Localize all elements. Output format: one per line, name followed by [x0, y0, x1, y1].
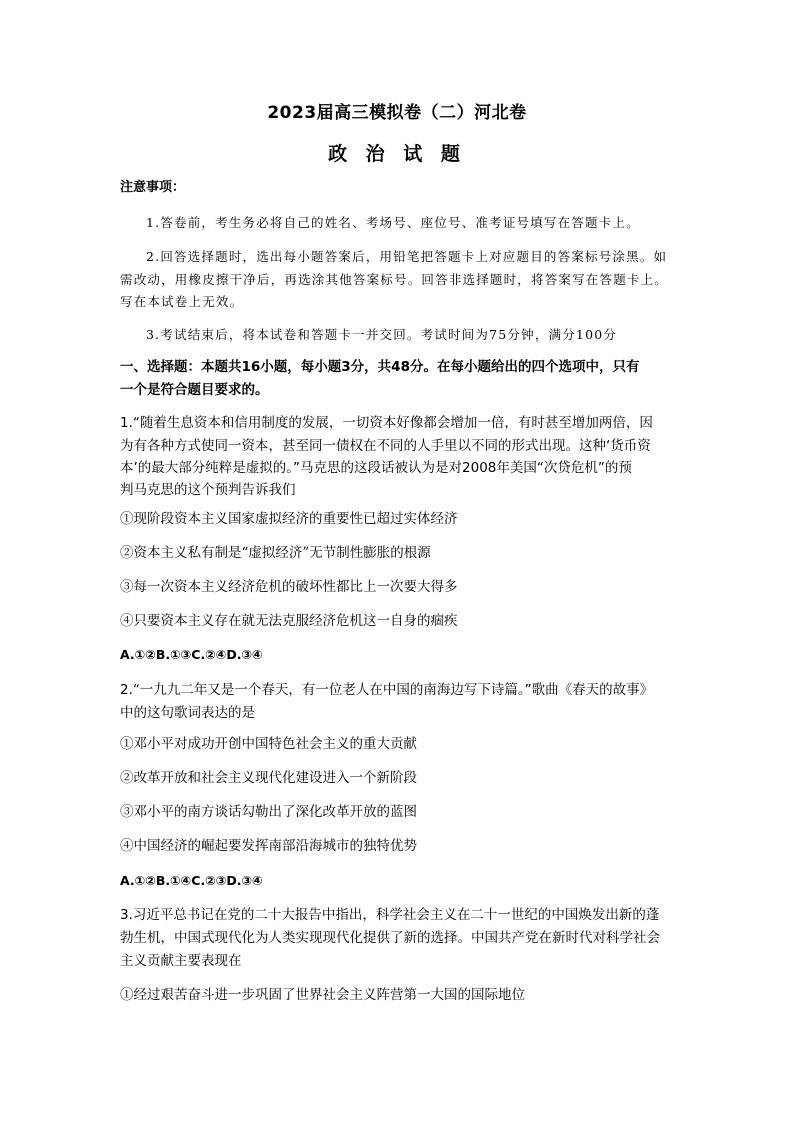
q2-option: ③邓小平的南方谈话勾勒出了深化改革开放的蓝图: [120, 804, 417, 820]
q2-option: ①邓小平对成功开创中国特色社会主义的重大贡献: [120, 736, 417, 752]
q1-stem-line: 1.“随着生息资本和信用制度的发展，一切资本好像都会增加一倍，有时甚至增加两倍，因: [120, 415, 653, 431]
q2-answer-choices: A.①②B.①④C.②③D.③④: [120, 873, 263, 888]
notice-item-2-cont: 需改动，用橡皮擦干净后，再选涂其他答案标号。回答非选择题时，将答案写在答题卡上。: [120, 272, 669, 287]
notice-item-2-cont2: 写在本试卷上无效。: [120, 294, 244, 309]
q1-option: ④只要资本主义存在就无法克服经济危机这一自身的痼疾: [120, 613, 458, 629]
q1-stem-line: 本’的最大部分纯粹是虚拟的。”马克思的这段话被认为是对2008年美国“次贷危机”的预: [120, 460, 632, 476]
notice-item-2: 2.回答选择题时，选出每小题答案后，用铅笔把答题卡上对应题目的答案标号涂黑。如: [146, 249, 668, 264]
section-heading: 一、选择题：本题共16小题，每小题3分，共48分。在每小题给出的四个选项中，只有: [120, 359, 640, 375]
q1-option: ②资本主义私有制是“虚拟经济”无节制性膨胀的根源: [120, 545, 431, 561]
notice-heading: 注意事项：: [120, 180, 186, 195]
exam-subject: 政 治 试 题: [328, 143, 466, 165]
q3-stem-line: 3.习近平总书记在党的二十大报告中指出，科学社会主义在二十一世纪的中国焕发出新的蓬: [120, 907, 660, 923]
notice-item-3: 3.考试结束后，将本试卷和答题卡一并交回。考试时间为75分钟，满分100分: [146, 327, 618, 342]
q2-stem-line: 2.“一九九二年又是一个春天，有一位老人在中国的南海边写下诗篇。”歌曲《春天的故事》: [120, 682, 654, 698]
notice-item-1: 1.答卷前，考生务必将自己的姓名、考场号、座位号、准考证号填写在答题卡上。: [146, 215, 640, 230]
q1-stem-line: 为有各种方式使同一资本，甚至同一债权在不同的人手里以不同的形式出现。这种‘货币资: [120, 438, 651, 454]
q2-option: ②改革开放和社会主义现代化建设进入一个新阶段: [120, 770, 417, 786]
q3-stem-line: 主义贡献主要表现在: [120, 953, 242, 969]
exam-title: 2023届高三模拟卷（二）河北卷: [267, 103, 527, 123]
q1-option: ③每一次资本主义经济危机的破坏性都比上一次要大得多: [120, 579, 458, 595]
q3-option: ①经过艰苦奋斗进一步巩固了世界社会主义阵营第一大国的国际地位: [120, 987, 525, 1003]
q1-stem-line: 判马克思的这个预判告诉我们: [120, 482, 296, 498]
q1-answer-choices: A.①②B.①③C.②④D.③④: [120, 647, 263, 662]
section-heading-cont: 一个是符合题目要求的。: [120, 382, 269, 398]
q1-option: ①现阶段资本主义国家虚拟经济的重要性已超过实体经济: [120, 511, 458, 527]
q3-stem-line: 勃生机，中国式现代化为人类实现现代化提供了新的选择。中国共产党在新时代对科学社会: [120, 930, 660, 946]
q2-option: ④中国经济的崛起要发挥南部沿海城市的独特优势: [120, 838, 417, 854]
q2-stem-line: 中的这句歌词表达的是: [120, 705, 255, 721]
